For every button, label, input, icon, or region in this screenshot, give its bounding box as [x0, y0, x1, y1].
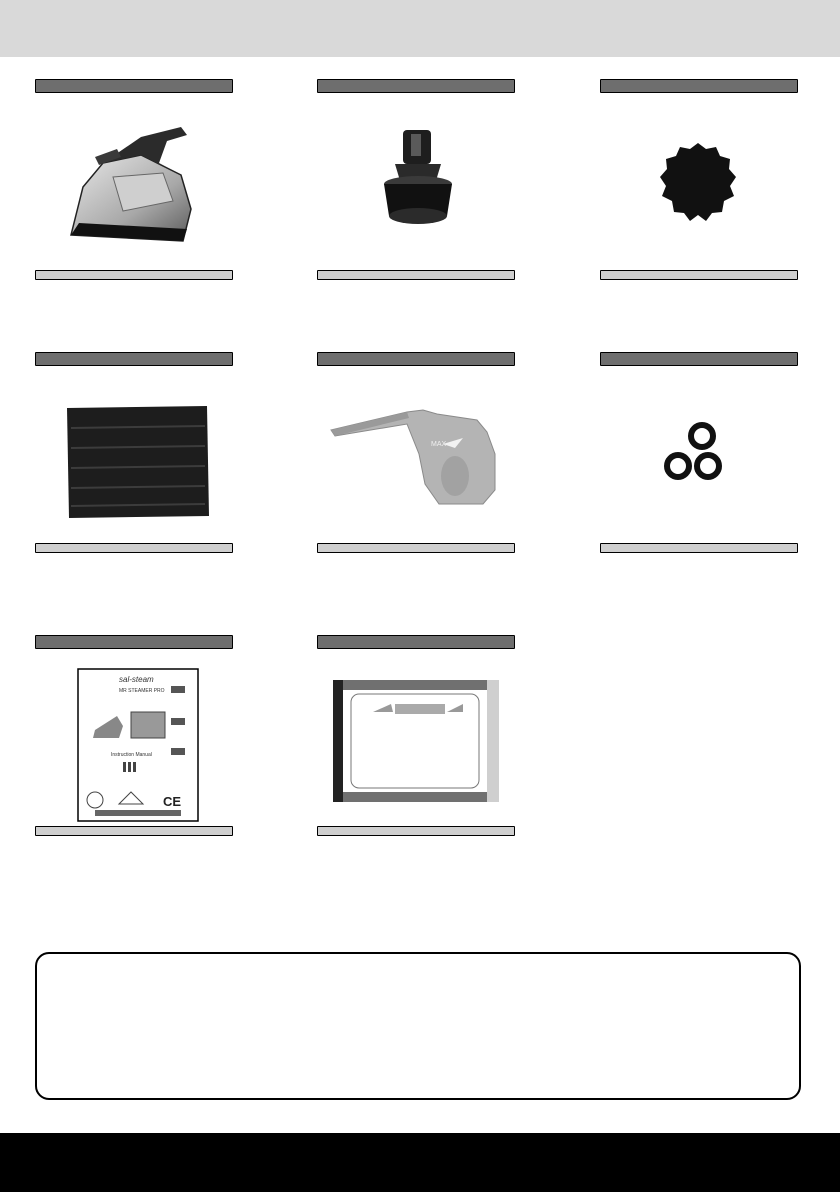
item-cloth-pad — [35, 352, 233, 557]
item-safety-cap — [600, 79, 798, 284]
item-title-bar — [35, 352, 233, 366]
safety-cap-image — [658, 141, 738, 227]
item-warranty-card — [317, 635, 515, 840]
cloth-pad-image — [63, 402, 211, 522]
item-handheld-steamer — [317, 352, 515, 557]
footer-band — [0, 1133, 840, 1192]
item-o-rings — [600, 352, 798, 557]
note-box — [35, 952, 801, 1100]
item-caption-bar — [317, 270, 515, 280]
manual-ce-mark: CE — [163, 794, 182, 809]
item-title-bar — [600, 352, 798, 366]
item-title-bar — [35, 635, 233, 649]
item-caption-bar — [35, 826, 233, 836]
item-steam-iron — [35, 79, 233, 284]
item-title-bar — [317, 79, 515, 93]
steam-iron-image — [63, 117, 213, 245]
item-title-bar — [600, 79, 798, 93]
item-brush-attachment — [317, 79, 515, 284]
header-band — [0, 0, 840, 57]
manual-subtitle: Instruction Manual — [111, 752, 152, 758]
handheld-steamer-image — [327, 404, 517, 514]
manual-brand: sal-steam — [119, 675, 154, 684]
item-caption-bar — [600, 543, 798, 553]
brush-attachment-image — [375, 124, 465, 239]
o-rings-image — [660, 418, 730, 488]
item-title-bar — [35, 79, 233, 93]
item-caption-bar — [600, 270, 798, 280]
item-caption-bar — [317, 543, 515, 553]
manual-model: MR STEAMER PRO — [119, 688, 165, 694]
item-title-bar — [317, 635, 515, 649]
manual-cover-image — [77, 668, 199, 822]
item-caption-bar — [317, 826, 515, 836]
item-caption-bar — [35, 270, 233, 280]
steamer-badge: MAX — [431, 441, 447, 448]
item-title-bar — [317, 352, 515, 366]
warranty-card-image — [331, 678, 501, 804]
item-caption-bar — [35, 543, 233, 553]
item-instruction-manual — [35, 635, 233, 840]
